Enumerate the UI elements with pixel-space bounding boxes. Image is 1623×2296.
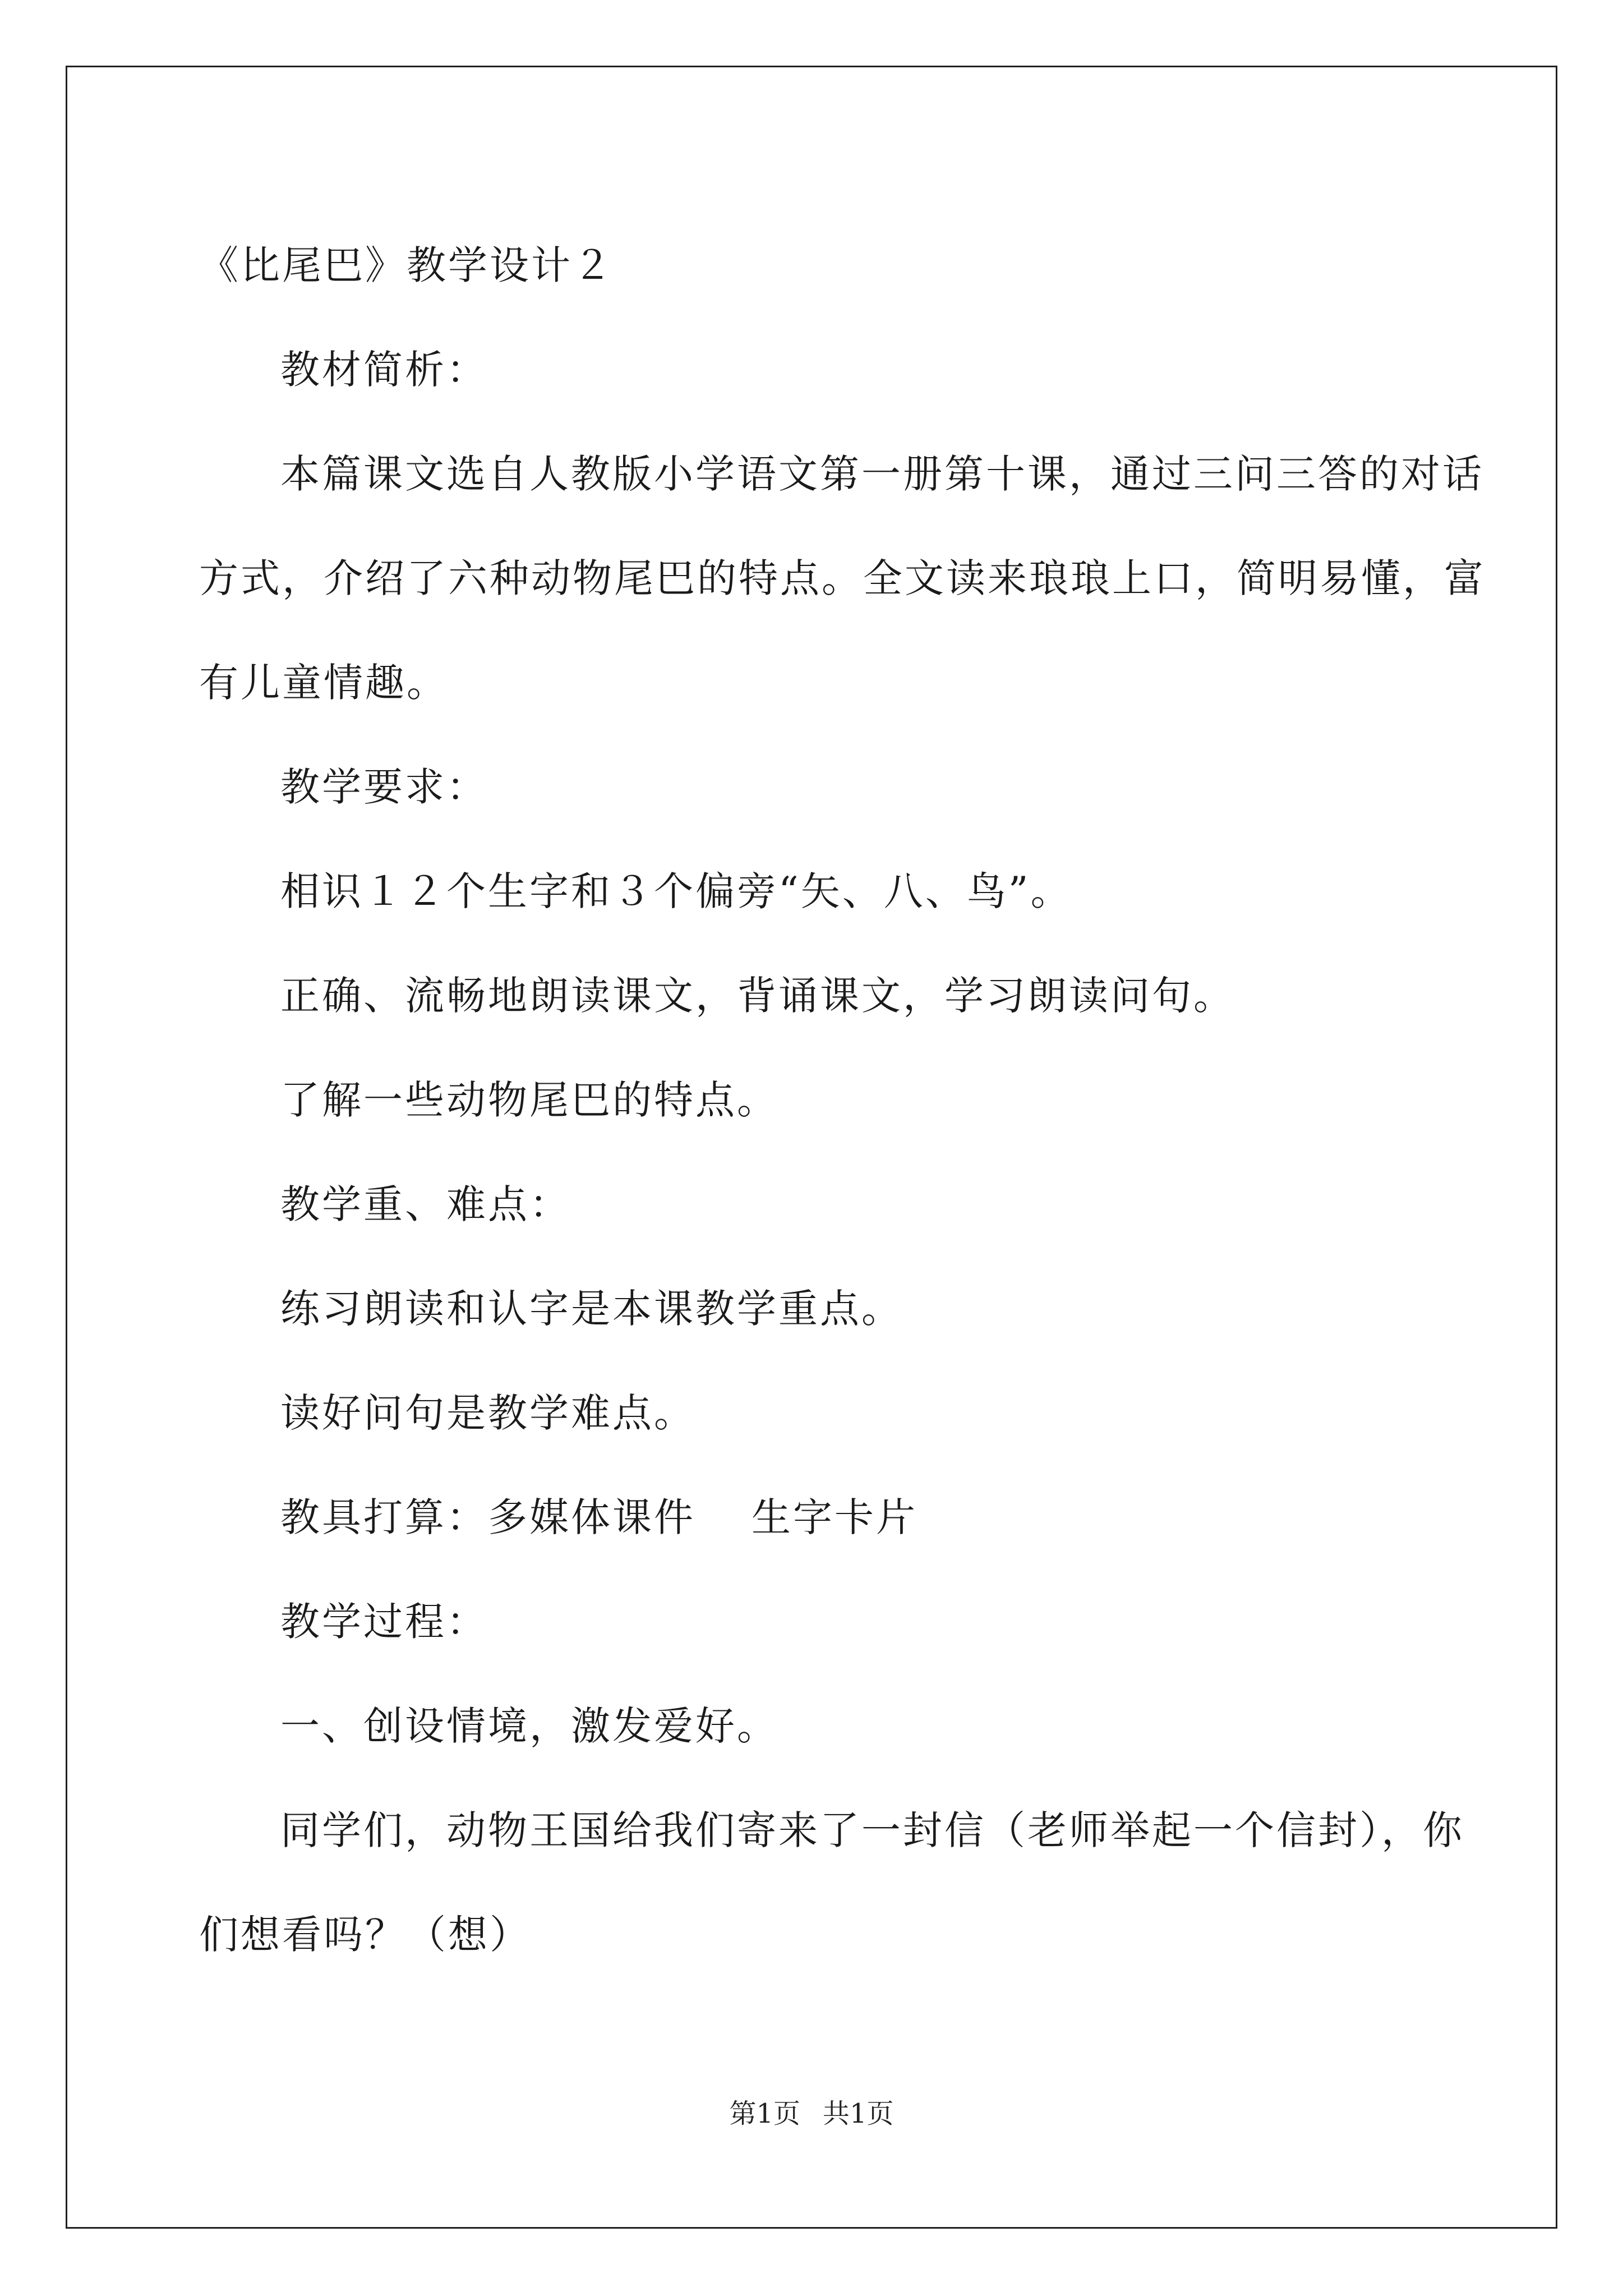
paragraph-materials-body: 本篇课文选自人教版小学语文第一册第十课，通过三问三答的对话方式，介绍了六种动物尾巴的特点。全文读来琅琅上口，简明易懂，富有儿童情趣。 [199,451,1486,706]
paragraph-step-1-body: 同学们，动物王国给我们寄来了一封信（老师举起一个信封），你们想看吗？（想） [199,1807,1464,1958]
page-number-total: 共1页 [823,2098,894,2129]
paragraph-process-heading: 教学过程： [280,1599,488,1645]
page-footer [0,2097,1623,2131]
paragraph-step-1: 一、创设情境，激发爱好。 [280,1703,778,1749]
paragraph-requirement-2: 正确、流畅地朗读课文，背诵课文，学习朗读问句。 [280,973,1235,1019]
tools-label: 教具打算：多媒体课件 [280,1494,695,1540]
paragraph-requirements-heading: 教学要求： [280,764,488,810]
paragraph-materials-heading: 教材简析： [280,347,488,393]
tools-extra: 生字卡片 [751,1494,917,1540]
paragraph-keypoint-1: 练习朗读和认字是本课教学重点。 [280,1286,903,1332]
page-number-current: 第1页 [729,2098,800,2129]
paragraph-keypoints-heading: 教学重、难点： [280,1181,571,1227]
paragraph-requirement-3: 了解一些动物尾巴的特点。 [280,1077,778,1123]
paragraph-tools [199,1465,1489,1570]
paragraph-requirement-1: 相识１２个生字和３个偏旁“矢、八、鸟”。 [280,868,1072,914]
document-body [199,213,1489,1987]
document-title: 《比尾巴》教学设计２ [199,242,614,288]
paragraph-keypoint-2: 读好问句是教学难点。 [280,1390,695,1436]
